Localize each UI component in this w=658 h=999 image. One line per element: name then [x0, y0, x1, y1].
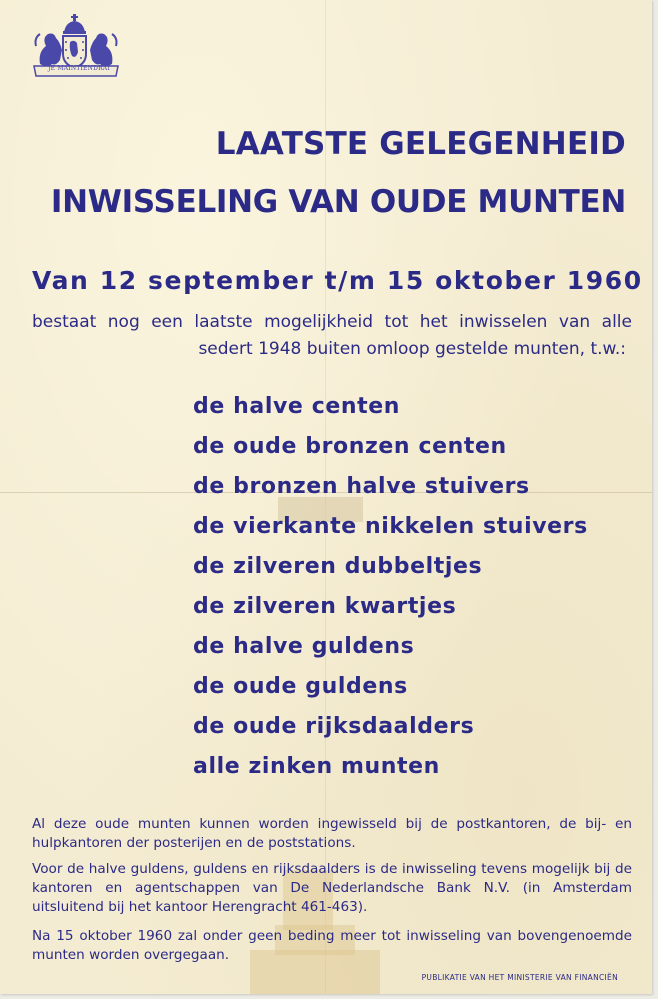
publisher-credit: PUBLIKATIE VAN HET MINISTERIE VAN FINANCIËN — [421, 973, 618, 982]
coin-list — [193, 393, 588, 793]
intro-line-2: sedert 1948 buiten omloop gestelde munten, t.w.: — [198, 339, 626, 359]
coin-list-item: de oude guldens — [193, 674, 408, 699]
coin-list-item: de vierkante nikkelen stuivers — [193, 514, 588, 539]
coin-list-item: de halve guldens — [193, 634, 415, 659]
title-line-2: INWISSELING VAN OUDE MUNTEN — [50, 184, 626, 220]
paragraph-nederlandsche-bank: Voor de halve guldens, guldens en rijksdaalders is de inwisseling tevens mogelijk bij de kantoren en agentschappen van De Nederlandsche Bank N.V. (in Amsterdam uitsluitend bij het kantoor Herengracht 461-463). — [32, 861, 632, 915]
crest-motto: JE MAINTIENDRAI — [48, 65, 110, 72]
paragraph-post-offices: Al deze oude munten kunnen worden ingewisseld bij de postkantoren, de bij- en hulpkantoren der posterijen en de poststations. — [32, 816, 632, 851]
title-line-1: LAATSTE GELEGENHEID — [215, 126, 626, 162]
coin-list-item: de bronzen halve stuivers — [193, 474, 530, 499]
coin-list-item: alle zinken munten — [193, 754, 440, 779]
date-range-heading: Van 12 september t/m 15 oktober 1960 — [32, 266, 643, 295]
coin-list-item: de zilveren dubbeltjes — [193, 554, 483, 579]
coin-list-item: de oude bronzen centen — [193, 434, 507, 459]
coin-list-item: de zilveren kwartjes — [193, 594, 457, 619]
paragraph-deadline: Na 15 oktober 1960 zal onder geen beding meer tot inwisseling van bovengenoemde munten worden overgegaan. — [32, 928, 632, 963]
coin-list-item: de oude rijksdaalders — [193, 714, 475, 739]
intro-line-1: bestaat nog een laatste mogelijkheid tot het inwisselen van alle — [32, 312, 632, 332]
coin-list-item: de halve centen — [193, 394, 401, 419]
